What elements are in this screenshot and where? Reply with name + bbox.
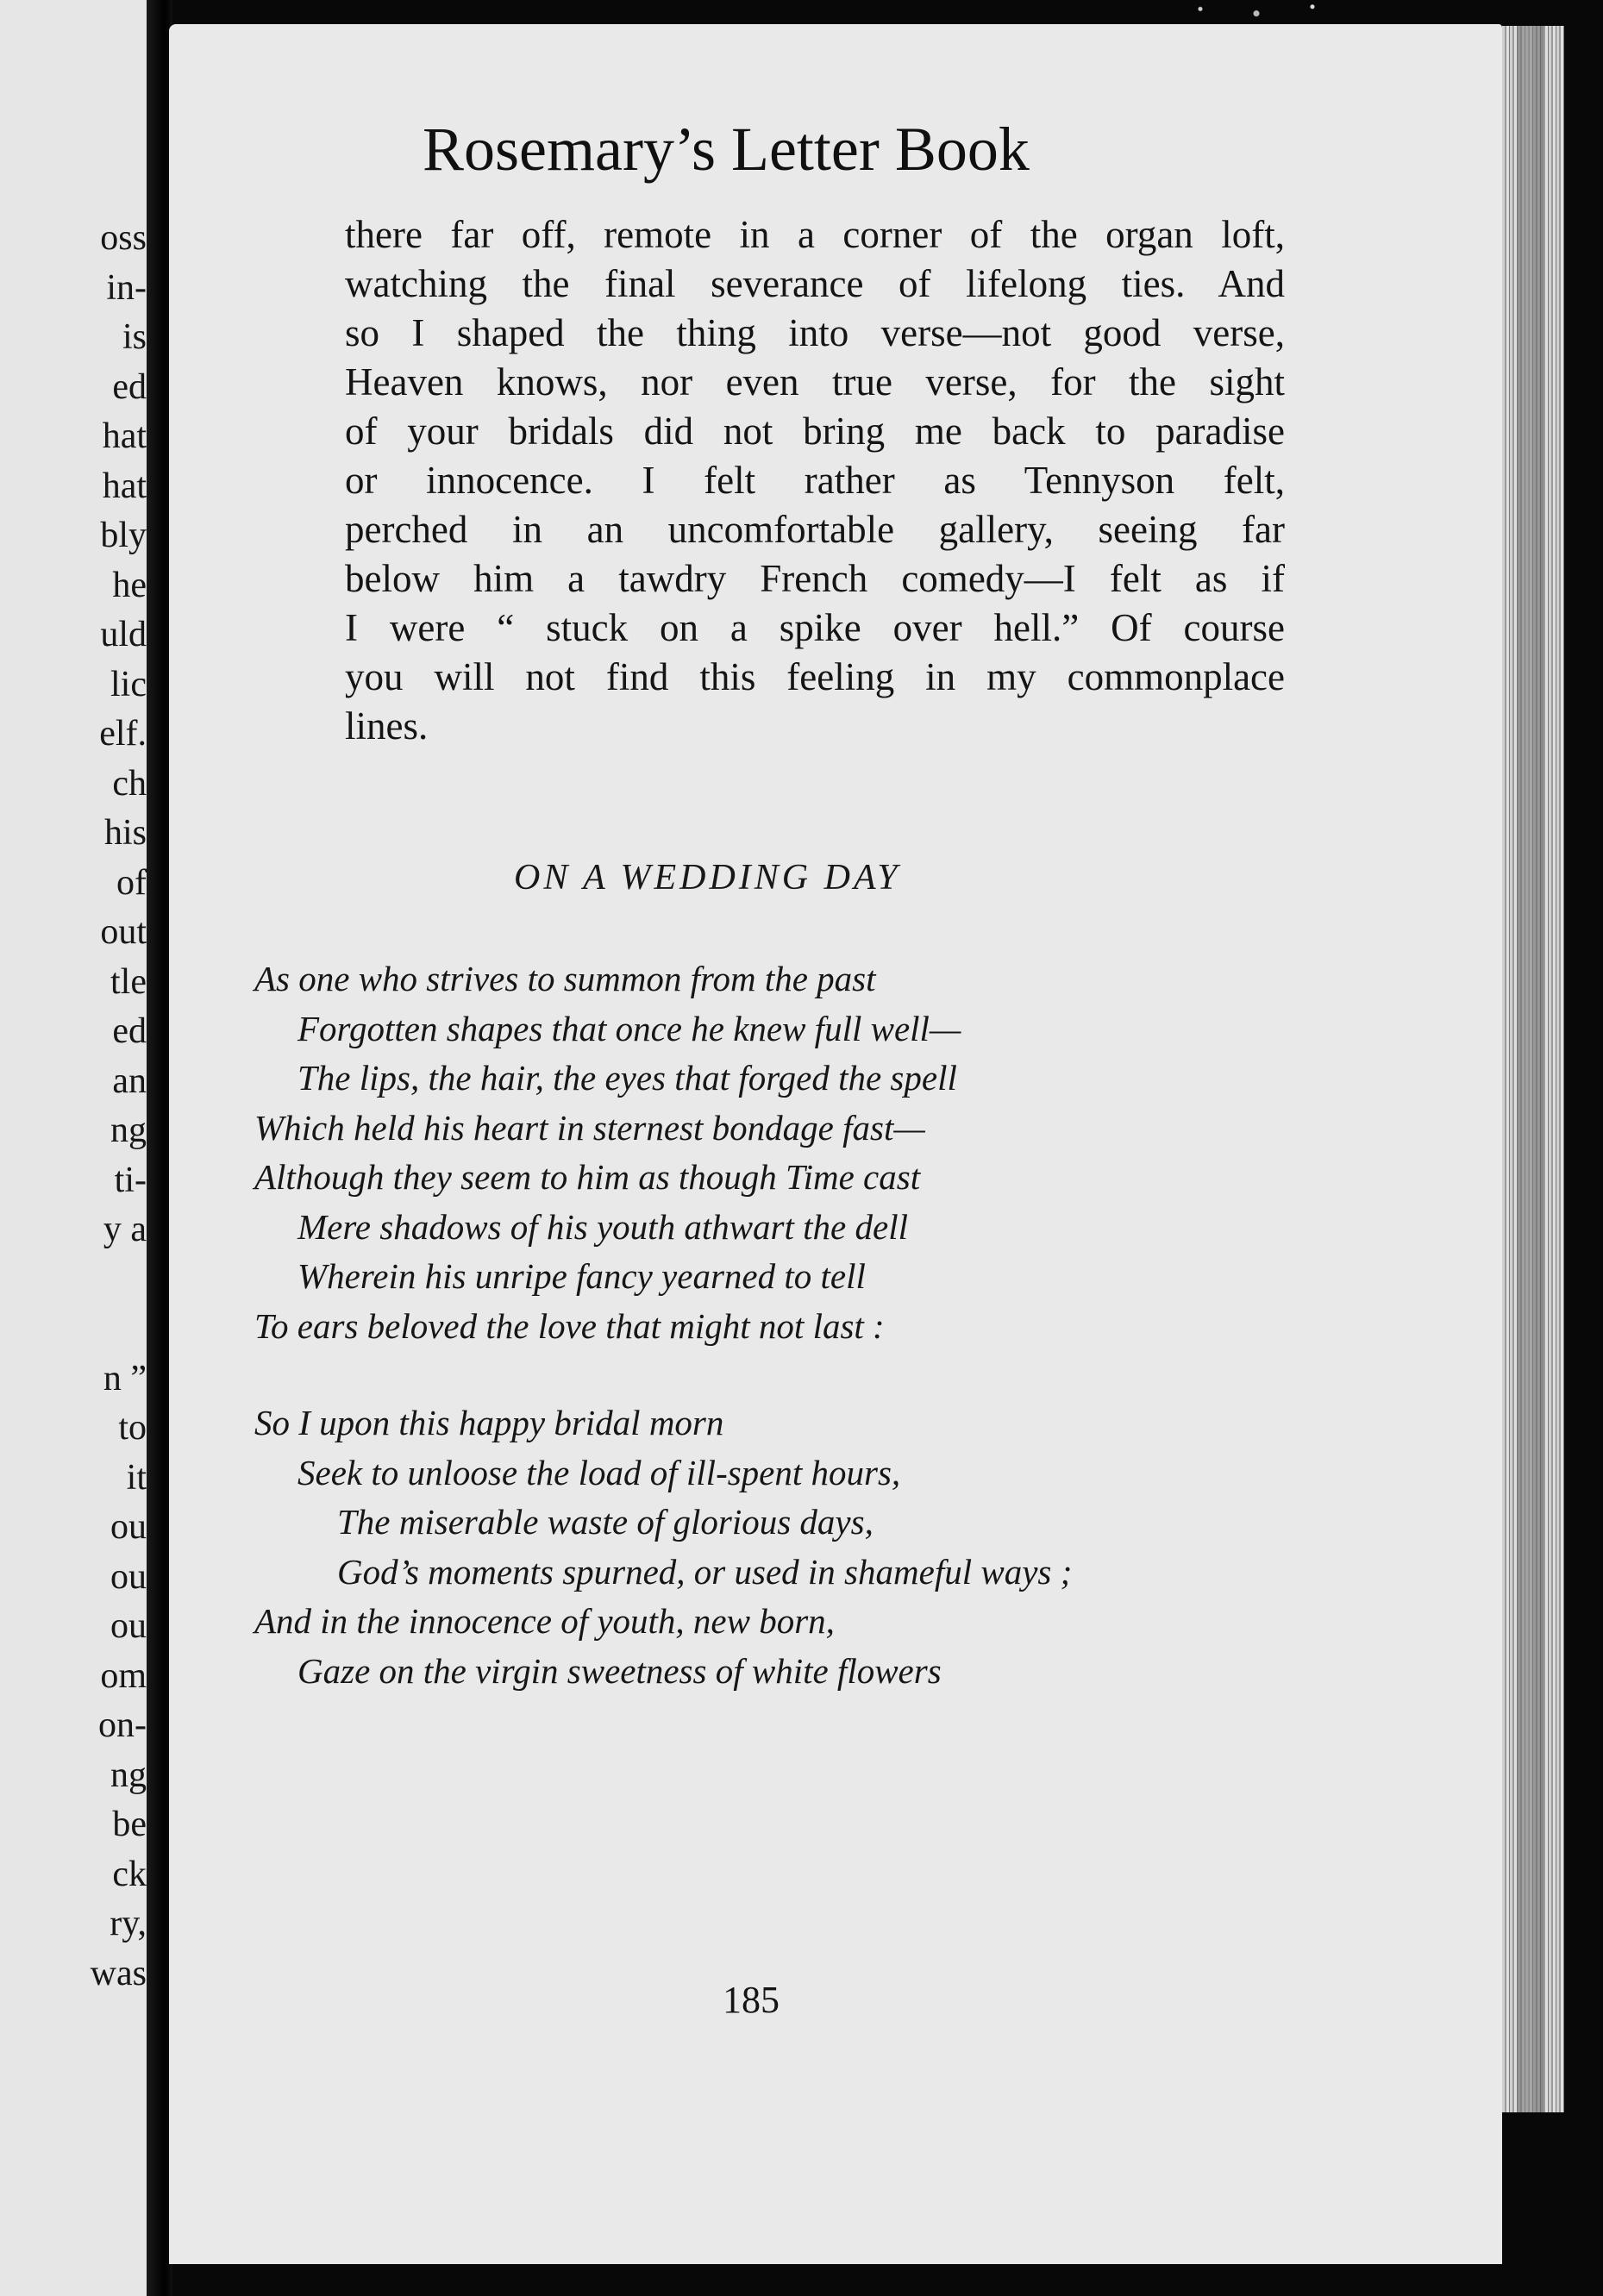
fragment-line: ed bbox=[112, 366, 147, 407]
fragment-line: was bbox=[90, 1953, 147, 1993]
fragment-line: is bbox=[122, 317, 147, 357]
verse-line: The lips, the hair, the eyes that forged the spell bbox=[297, 1058, 957, 1098]
poem-stanza-1 bbox=[254, 954, 961, 1351]
prose-line: perched in an uncomfortable gallery, seeing far bbox=[345, 508, 1285, 551]
poem-title: ON A WEDDING DAY bbox=[514, 858, 901, 898]
verse-line: And in the innocence of youth, new born, bbox=[254, 1601, 835, 1641]
prose-line: or innocence. I felt rather as Tennyson felt, bbox=[345, 459, 1285, 502]
fragment-line: on- bbox=[98, 1705, 147, 1745]
fragment-line: om bbox=[100, 1655, 147, 1696]
fragment-line: hat bbox=[102, 416, 147, 456]
verse-line: Forgotten shapes that once he knew full well— bbox=[297, 1008, 961, 1048]
fragment-line: an bbox=[112, 1060, 147, 1101]
fragment-line: of bbox=[116, 862, 147, 903]
fragment-line: oss bbox=[100, 218, 147, 258]
fragment-line bbox=[91, 1304, 147, 1354]
fragment-line: ti- bbox=[114, 1160, 147, 1200]
fragment-line: ry, bbox=[110, 1904, 147, 1943]
page-number: 185 bbox=[723, 1979, 780, 2021]
fragment-line: ck bbox=[112, 1854, 147, 1894]
fragment-line: it bbox=[126, 1457, 147, 1498]
fragment-line: ch bbox=[112, 763, 147, 804]
page-edge-shadow bbox=[1518, 26, 1544, 2112]
verse-line: As one who strives to summon from the past bbox=[254, 959, 876, 998]
facing-page-fragment bbox=[0, 0, 157, 2296]
prose-line: of your bridals did not bring me back to paradise bbox=[345, 410, 1285, 453]
fragment-line: tle bbox=[110, 961, 147, 1002]
facing-page-line-ends bbox=[91, 214, 147, 1999]
prose-line: so I shaped the thing into verse—not good verse, bbox=[345, 311, 1285, 354]
running-head: Rosemary’s Letter Book bbox=[423, 115, 1030, 184]
verse-line: Wherein his unripe fancy yearned to tell bbox=[297, 1256, 866, 1296]
prose-line: there far off, remote in a corner of the organ loft, bbox=[345, 213, 1285, 256]
fragment-line: elf. bbox=[99, 714, 147, 754]
fragment-line: ou bbox=[110, 1507, 147, 1547]
fragment-line: his bbox=[103, 813, 147, 853]
fragment-line: lic bbox=[110, 664, 147, 704]
fragment-line: ou bbox=[110, 1556, 147, 1597]
verse-line: So I upon this happy bridal morn bbox=[254, 1403, 724, 1442]
fragment-line: bly bbox=[100, 516, 147, 555]
fragment-line: ou bbox=[110, 1606, 147, 1646]
prose-line: watching the final severance of lifelong ties. And bbox=[345, 262, 1285, 305]
fragment-line: n ” bbox=[103, 1358, 147, 1398]
prose-paragraph bbox=[345, 210, 1285, 751]
fragment-line: to bbox=[118, 1408, 147, 1448]
prose-line: lines. bbox=[345, 704, 429, 748]
fragment-line: ng bbox=[110, 1755, 147, 1795]
fragment-line: he bbox=[112, 565, 147, 605]
verse-line: Although they seem to him as though Time cast bbox=[254, 1157, 921, 1197]
fragment-line bbox=[91, 1255, 147, 1305]
fragment-line: in- bbox=[106, 267, 147, 308]
scan-specks bbox=[1155, 0, 1380, 22]
verse-line: Mere shadows of his youth athwart the dell bbox=[297, 1206, 908, 1247]
prose-line: I were “ stuck on a spike over hell.” Of course bbox=[345, 606, 1285, 649]
fragment-line: ng bbox=[110, 1110, 147, 1150]
verse-line: To ears beloved the love that might not last : bbox=[254, 1305, 885, 1346]
fragment-line: hat bbox=[102, 466, 147, 506]
verse-line: Gaze on the virgin sweetness of white flowers bbox=[297, 1650, 942, 1691]
fragment-line: y a bbox=[103, 1210, 147, 1249]
fragment-line: ed bbox=[112, 1011, 147, 1051]
fragment-line: uld bbox=[100, 615, 147, 654]
verse-line: Which held his heart in sternest bondage fast— bbox=[254, 1107, 925, 1148]
verse-line: God’s moments spurned, or used in shameful ways ; bbox=[337, 1551, 1073, 1592]
verse-line: The miserable waste of glorious days, bbox=[337, 1502, 874, 1542]
prose-line: Heaven knows, nor even true verse, for the sight bbox=[345, 360, 1285, 404]
prose-line: you will not find this feeling in my commonplace bbox=[345, 655, 1285, 698]
fragment-line: be bbox=[112, 1805, 147, 1844]
prose-line: below him a tawdry French comedy—I felt as if bbox=[345, 557, 1285, 600]
verse-line: Seek to unloose the load of ill-spent hours, bbox=[297, 1452, 901, 1492]
poem-stanza-2 bbox=[254, 1398, 1072, 1696]
fragment-line: out bbox=[100, 912, 147, 952]
